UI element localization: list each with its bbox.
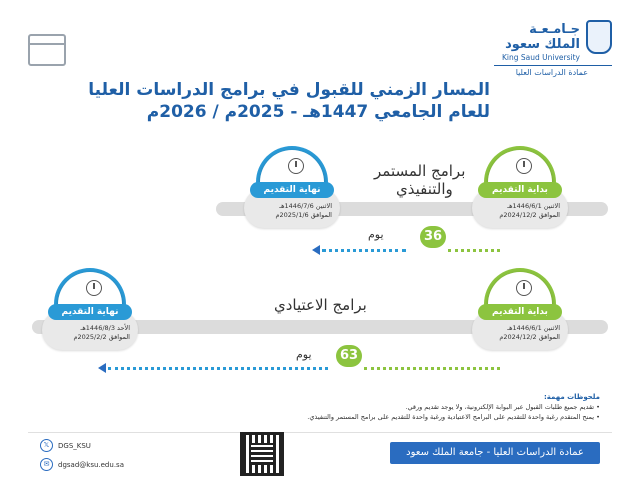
duration-days-2: 63 xyxy=(336,345,362,367)
start-date-gregorian: الموافق 2024/12/2م xyxy=(499,211,560,219)
twitter-handle[interactable]: DGS_KSU xyxy=(58,442,91,450)
logo-divider xyxy=(494,65,612,66)
ksu-logo xyxy=(492,20,612,78)
start-date-hijri: الاثنين 1446/6/1هـ xyxy=(507,202,560,210)
duration-dots-green xyxy=(448,249,500,252)
duration-label-1: يوم xyxy=(368,228,384,241)
email-icon: ✉ xyxy=(40,458,53,471)
calendar-icon xyxy=(28,34,66,66)
note-item: • تقديم جميع طلبات القبول عبر البوابة الإلكترونية، ولا يوجد تقديم ورقي. xyxy=(405,403,600,411)
end-card-2 xyxy=(42,307,138,350)
start-card-title: بداية التقديم xyxy=(478,304,562,320)
duration-days-1: 36 xyxy=(420,226,446,248)
end-date-gregorian: الموافق 2025/1/6م xyxy=(275,211,332,219)
duration-label-2: يوم xyxy=(296,348,312,361)
start-card-2 xyxy=(472,307,568,350)
clock-icon xyxy=(516,158,532,174)
arrow-left-icon xyxy=(312,245,320,255)
logo-english-name: King Saud University xyxy=(502,53,580,62)
duration-dots-green xyxy=(364,367,500,370)
ksu-emblem-icon xyxy=(586,20,612,54)
notes-title: ملحوظات مهمة: xyxy=(543,393,600,401)
program-label-1-line2: والتنفيذي xyxy=(396,180,453,198)
end-card-title: نهاية التقديم xyxy=(250,182,334,198)
note-item: • يمنح المتقدم رغبة واحدة للتقديم على البرامج الاعتيادية ورغبة واحدة للتقديم على برامج المستمر والتنفيذي. xyxy=(307,413,600,421)
page-title: المسار الزمني للقبول في برامج الدراسات العليا xyxy=(88,80,490,100)
footer-banner: عمادة الدراسات العليا - جامعة الملك سعود xyxy=(390,442,600,464)
start-date-hijri: الاثنين 1446/6/1هـ xyxy=(507,324,560,332)
clock-icon xyxy=(86,280,102,296)
arrow-left-icon xyxy=(98,363,106,373)
notes-section xyxy=(130,392,600,422)
clock-icon xyxy=(288,158,304,174)
logo-arabic-name: جـامـعـة الملك سعود xyxy=(505,22,580,52)
duration-dots-blue xyxy=(322,249,406,252)
twitter-x-icon: 𝕏 xyxy=(40,439,53,452)
footer-divider xyxy=(28,432,612,433)
email-address[interactable]: dgsad@ksu.edu.sa xyxy=(58,461,124,469)
qr-code[interactable] xyxy=(240,432,284,476)
duration-dots-blue xyxy=(108,367,328,370)
clock-icon xyxy=(516,280,532,296)
start-card-1 xyxy=(472,185,568,228)
start-card-title: بداية التقديم xyxy=(478,182,562,198)
start-date-gregorian: الموافق 2024/12/2م xyxy=(499,333,560,341)
page-subtitle: للعام الجامعي 1447هـ - 2025م / 2026م xyxy=(146,102,490,122)
end-date-hijri: الاثنين 1446/7/6هـ xyxy=(279,202,332,210)
end-card-1 xyxy=(244,185,340,228)
end-date-gregorian: الموافق 2025/2/2م xyxy=(73,333,130,341)
program-label-2: برامج الاعتيادي xyxy=(274,296,367,314)
end-date-hijri: الأحد 1446/8/3هـ xyxy=(80,324,130,332)
logo-deanship: عمادة الدراسات العليا xyxy=(515,68,588,77)
end-card-title: نهاية التقديم xyxy=(48,304,132,320)
program-label-1-line1: برامج المستمر xyxy=(374,162,466,180)
